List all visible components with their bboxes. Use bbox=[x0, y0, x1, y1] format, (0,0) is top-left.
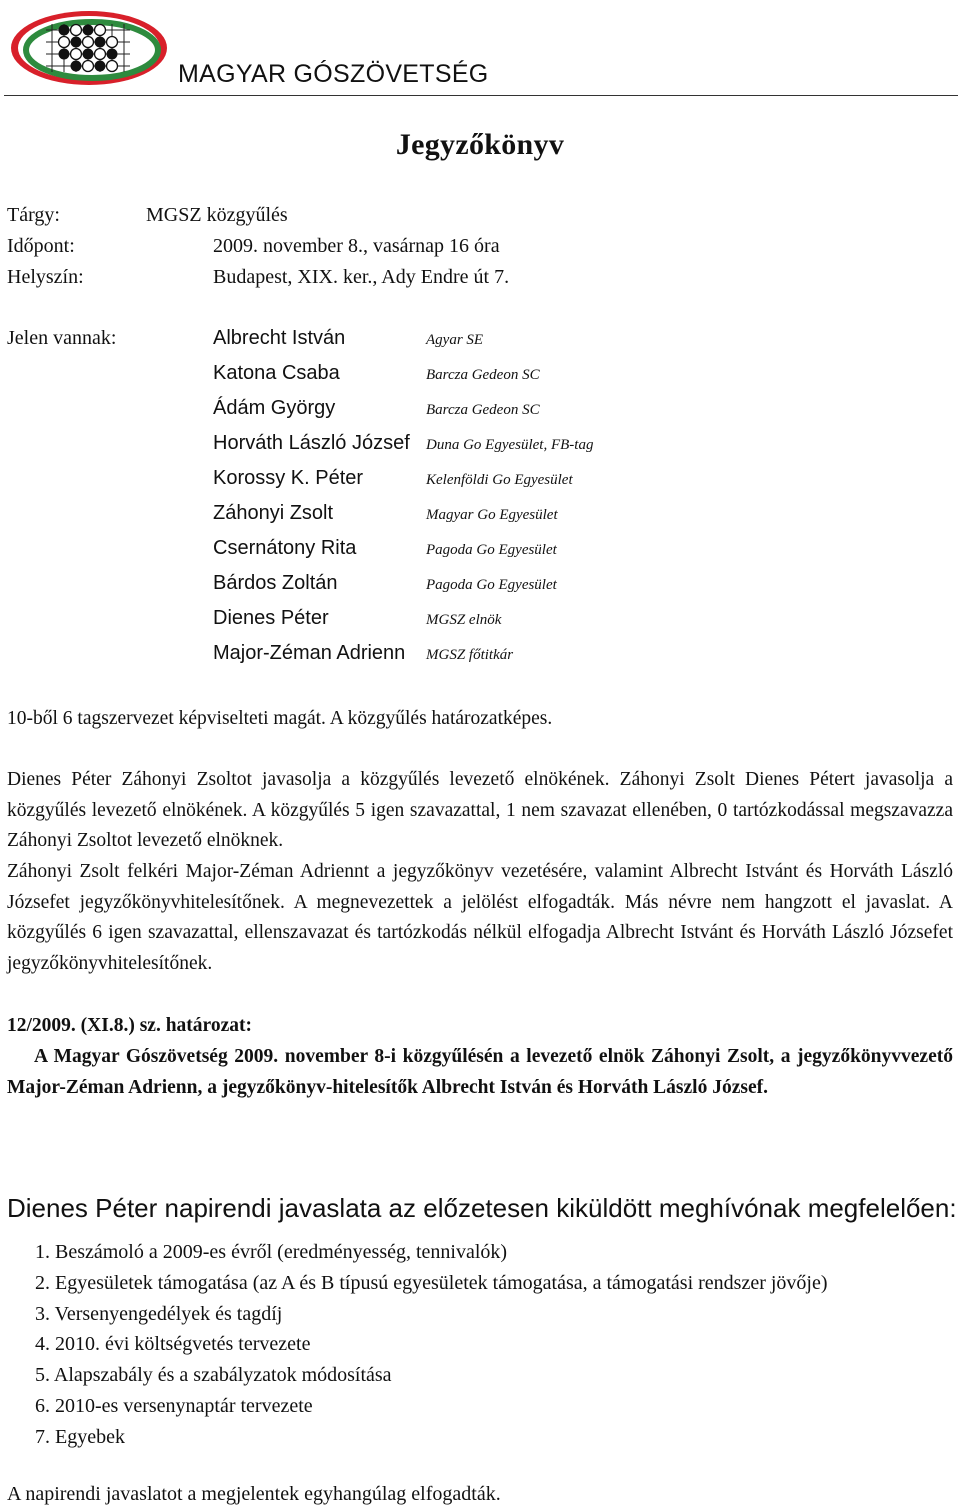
attendee-name: Csernátony Rita bbox=[213, 537, 357, 559]
go-board-logo-icon bbox=[6, 4, 172, 90]
document-title: Jegyzőkönyv bbox=[395, 128, 565, 161]
attendee-name: Katona Csaba bbox=[213, 362, 340, 384]
attendee-org: Kelenföldi Go Egyesület bbox=[426, 472, 573, 488]
agenda-item: 6. 2010-es versenynaptár tervezete bbox=[35, 1394, 313, 1417]
agenda-item: 3. Versenyengedélyek és tagdíj bbox=[35, 1302, 283, 1325]
attendee-name: Horváth László József bbox=[213, 432, 410, 454]
attendee-org: Barcza Gedeon SC bbox=[426, 402, 540, 418]
attendee-org: Barcza Gedeon SC bbox=[426, 367, 540, 383]
resolution-text: A Magyar Gószövetség 2009. november 8-i közgyűlésén a levezető elnök Záhonyi Zsolt, a jegyzőkönyvvezető Major-Zéman Adrienn, a jegyzőkönyv-hitelesítők Albrecht István és Horváth László József. bbox=[7, 1046, 953, 1098]
meta-value-subject: MGSZ közgyűlés bbox=[146, 204, 288, 226]
agenda-item: 2. Egyesületek támogatása (az A és B típusú egyesületek támogatása, a támogatási rendszer jövője) bbox=[35, 1271, 828, 1294]
meta-value-location: Budapest, XIX. ker., Ady Endre út 7. bbox=[213, 266, 510, 288]
closing-statement: A napirendi javaslatot a megjelentek egyhangúlag elfogadták. bbox=[7, 1483, 501, 1505]
attendee-org: Pagoda Go Egyesület bbox=[426, 577, 557, 593]
agenda-item: 4. 2010. évi költségvetés tervezete bbox=[35, 1333, 311, 1356]
agenda-item: 5. Alapszabály és a szabályzatok módosítása bbox=[35, 1364, 392, 1387]
header-divider bbox=[4, 95, 958, 96]
attendee-org: Agyar SE bbox=[426, 332, 484, 348]
attendee-org: Pagoda Go Egyesület bbox=[426, 542, 557, 558]
attendee-name: Záhonyi Zsolt bbox=[213, 502, 334, 524]
quorum-statement: 10-ből 6 tagszervezet képviselteti magát. A közgyűlés határozatképes. bbox=[7, 708, 553, 729]
agenda-item: 1. Beszámoló a 2009-es évről (eredményesség, tennivalók) bbox=[35, 1241, 508, 1263]
meta-label-time: Időpont: bbox=[7, 235, 75, 257]
meta-label-location: Helyszín: bbox=[7, 266, 84, 288]
paragraph-chair-election: Dienes Péter Záhonyi Zsoltot javasolja a közgyűlés levezető elnökének. Záhonyi Zsolt Dienes Pétert javasolja a közgyűlés levezető elnökének. A közgyűlés 5 igen szavazattal, 1 nem szavazat ellenében, 0 tartózkodással megszavazza Záhonyi Zsoltot levezető elnöknek. bbox=[7, 769, 953, 852]
attendee-name: Dienes Péter bbox=[213, 607, 329, 629]
attendance-label: Jelen vannak: bbox=[7, 327, 117, 349]
attendee-name: Korossy K. Péter bbox=[213, 467, 364, 489]
agenda-list bbox=[35, 1237, 828, 1453]
attendee-org: Magyar Go Egyesület bbox=[426, 507, 558, 523]
agenda-item: 7. Egyebek bbox=[35, 1425, 125, 1448]
attendee-name: Major-Zéman Adrienn bbox=[213, 642, 406, 664]
attendee-org: Duna Go Egyesület, FB-tag bbox=[426, 437, 594, 453]
attendee-org: MGSZ főtitkár bbox=[426, 647, 514, 663]
attendee-name: Bárdos Zoltán bbox=[213, 572, 338, 594]
resolution-heading: 12/2009. (XI.8.) sz. határozat: bbox=[7, 1015, 252, 1036]
attendee-org: MGSZ elnök bbox=[426, 612, 502, 628]
meta-label-subject: Tárgy: bbox=[7, 204, 60, 226]
agenda-title: Dienes Péter napirendi javaslata az előzetesen kiküldött meghívónak megfelelően: bbox=[7, 1193, 957, 1223]
attendee-name: Albrecht István bbox=[213, 327, 346, 349]
org-name: MAGYAR GÓSZÖVETSÉG bbox=[178, 60, 489, 88]
meta-value-time: 2009. november 8., vasárnap 16 óra bbox=[213, 235, 500, 257]
paragraph-minutes-officers: Záhonyi Zsolt felkéri Major-Zéman Adriennt a jegyzőkönyv vezetésére, valamint Albrecht Istvánt és Horváth László Józsefet jegyzőkönyvhitelesítőnek. A megnevezettek a jelölést elfogadták. Más névre nem hangzott el javaslat. A közgyűlés 6 igen szavazattal, ellenszavazat és tartózkodás nélkül elfogadja Albrecht Istvánt és Horváth László Józsefet jegyzőkönyvhitelesítőnek. bbox=[7, 861, 953, 974]
attendee-name: Ádám György bbox=[213, 397, 336, 419]
